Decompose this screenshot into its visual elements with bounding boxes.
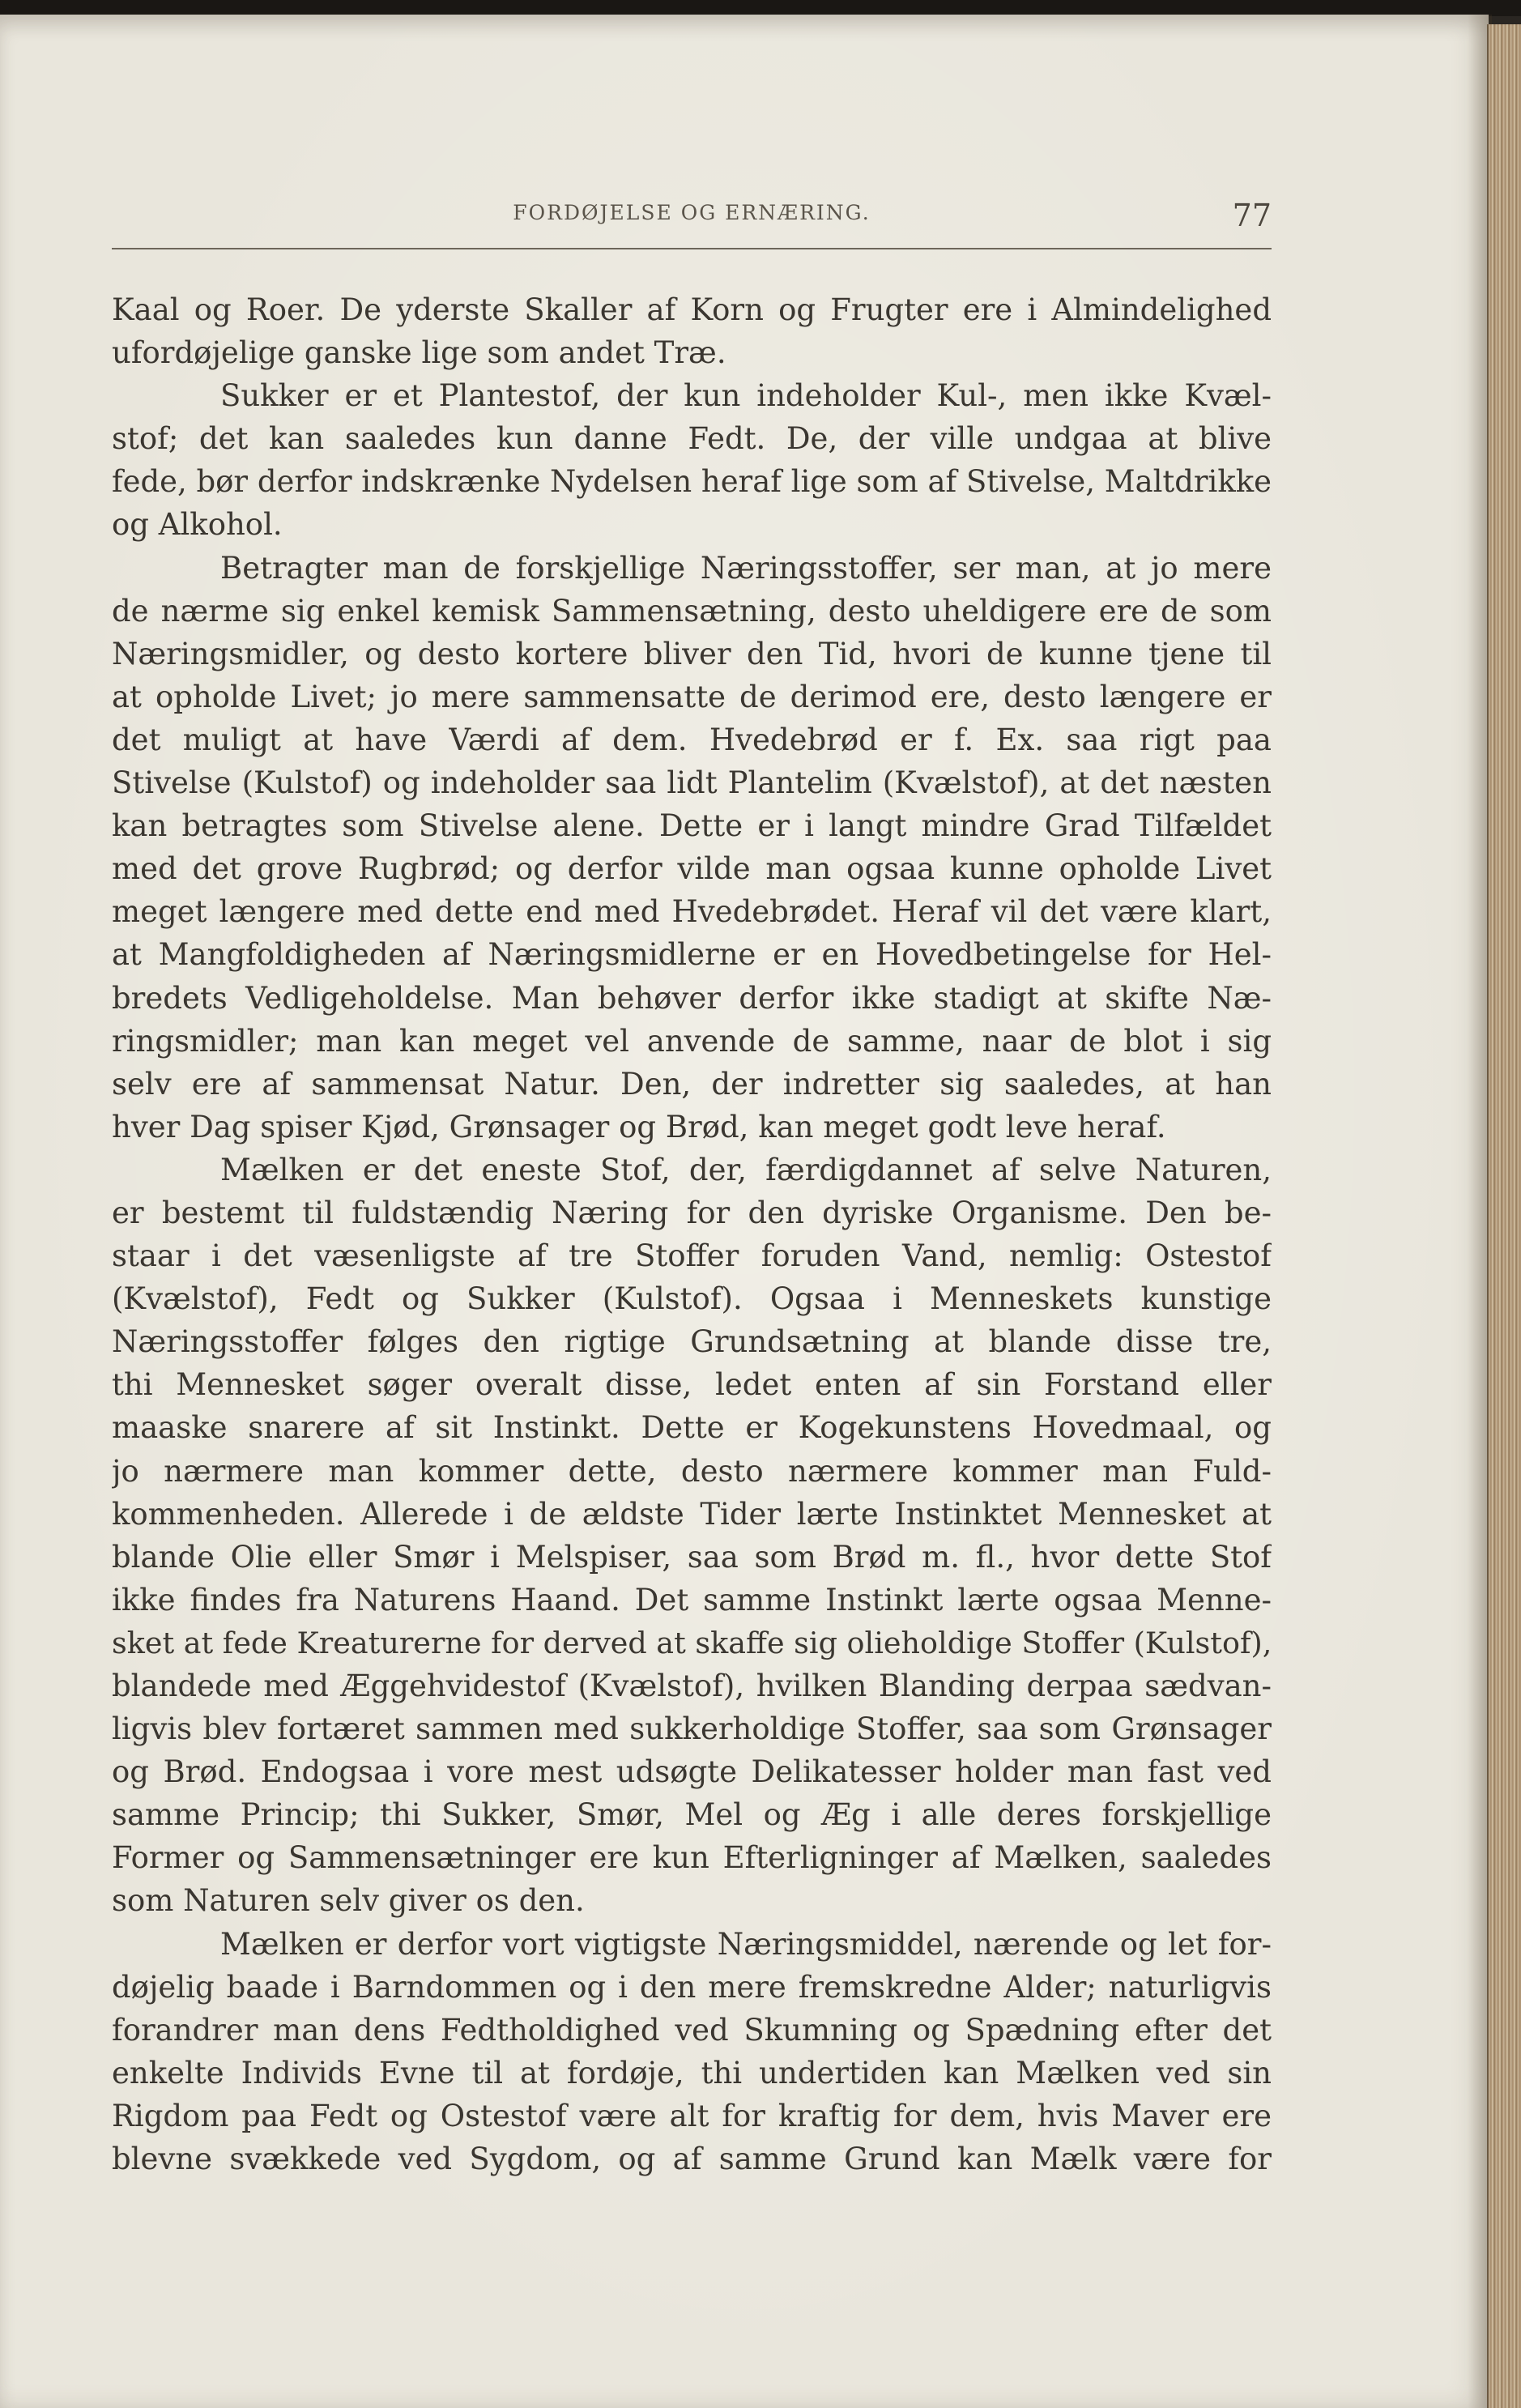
text-line: ufordøjelige ganske lige som andet Træ.	[112, 335, 726, 371]
text-line: Næringsmidler, og desto kortere bliver den Tid, hvori de kunne tjene til	[112, 636, 1272, 671]
header-rule	[112, 248, 1272, 249]
text-line: maaske snarere af sit Instinkt. Dette er Kogekunstens Hovedmaal, og	[112, 1410, 1272, 1446]
text-line: selv ere af sammensat Natur. Den, der indretter sig saaledes, at han	[112, 1066, 1272, 1102]
text-line: Mælken er det eneste Stof, der, færdigdannet af selve Naturen,	[220, 1152, 1272, 1187]
text-line: som Naturen selv giver os den.	[112, 1883, 585, 1919]
text-line: med det grove Rugbrød; og derfor vilde man ogsaa kunne opholde Livet	[112, 851, 1272, 887]
text-line: thi Mennesket søger overalt disse, ledet enten af sin Forstand eller	[112, 1367, 1272, 1403]
text-line: Mælken er derfor vort vigtigste Næringsmiddel, nærende og let for-	[220, 1926, 1272, 1962]
text-line: Næringsstoffer følges den rigtige Grundsætning at blande disse tre,	[112, 1324, 1272, 1360]
text-line: hver Dag spiser Kjød, Grønsager og Brød, kan meget godt leve heraf.	[112, 1109, 1166, 1144]
running-header	[112, 198, 1272, 246]
text-line: blevne svækkede ved Sygdom, og af samme Grund kan Mælk være for	[112, 2142, 1272, 2177]
text-line: at Mangfoldigheden af Næringsmidlerne er en Hovedbetingelse for Hel-	[112, 937, 1272, 973]
text-line: ikke findes fra Naturens Haand. Det samme Instinkt lærte ogsaa Menne-	[112, 1582, 1272, 1617]
text-line: enkelte Individs Evne til at fordøje, thi undertiden kan Mælken ved sin	[112, 2055, 1272, 2090]
text-line: forandrer man dens Fedtholdighed ved Skumning og Spædning efter det	[112, 2012, 1272, 2048]
text-line: staar i det væsenligste af tre Stoffer foruden Vand, nemlig: Ostestof	[112, 1238, 1272, 1274]
text-line: blandede med Æggehvidestof (Kvælstof), hvilken Blanding derpaa sædvan-	[112, 1669, 1272, 1703]
text-line: Betragter man de forskjellige Næringsstoffer, ser man, at jo mere	[220, 550, 1272, 586]
text-line: Stivelse (Kulstof) og indeholder saa lidt Plantelim (Kvælstof), at det næsten	[112, 765, 1272, 801]
text-line: Rigdom paa Fedt og Ostestof være alt for kraftig for dem, hvis Maver ere	[112, 2098, 1272, 2133]
text-line: Sukker er et Plantestof, der kun indeholder Kul-, men ikke Kvæl-	[220, 378, 1272, 414]
text-line: det muligt at have Værdi af dem. Hvedebrød er f. Ex. saa rigt paa	[112, 722, 1272, 757]
text-line: kan betragtes som Stivelse alene. Dette er i langt mindre Grad Tilfældet	[112, 808, 1272, 844]
text-line: kommenheden. Allerede i de ældste Tider lærte Instinktet Mennesket at	[112, 1496, 1272, 1532]
page-edges	[1487, 24, 1521, 2408]
running-title: FORDØJELSE OG ERNÆRING.	[513, 201, 871, 224]
text-line: ringsmidler; man kan meget vel anvende de samme, naar de blot i sig	[112, 1023, 1272, 1059]
text-line: bredets Vedligeholdelse. Man behøver derfor ikke stadigt at skifte Næ-	[112, 980, 1272, 1016]
body-text	[112, 288, 1272, 2180]
text-line: sket at fede Kreaturerne for derved at skaffe sig olieholdige Stoffer (Kulstof),	[112, 1625, 1272, 1660]
book-top-edge	[0, 0, 1521, 16]
text-line: og Alkohol.	[112, 507, 283, 543]
text-line: (Kvælstof), Fedt og Sukker (Kulstof). Ogsaa i Menneskets kunstige	[112, 1281, 1272, 1317]
text-line: at opholde Livet; jo mere sammensatte de derimod ere, desto længere er	[112, 679, 1272, 714]
text-line: samme Princip; thi Sukker, Smør, Mel og Æg i alle deres forskjellige	[112, 1797, 1272, 1833]
text-line: og Brød. Endogsaa i vore mest udsøgte Delikatesser holder man fast ved	[112, 1754, 1272, 1790]
text-line: ligvis blev fortæret sammen med sukkerholdige Stoffer, saa som Grønsager	[112, 1711, 1272, 1747]
text-line: blande Olie eller Smør i Melspiser, saa som Brød m. fl., hvor dette Stof	[112, 1539, 1272, 1575]
text-line: stof; det kan saaledes kun danne Fedt. De, der ville undgaa at blive	[112, 421, 1272, 457]
text-line: meget længere med dette end med Hvedebrødet. Heraf vil det være klart,	[112, 894, 1272, 930]
text-line: Kaal og Roer. De yderste Skaller af Korn og Frugter ere i Almindelighed	[112, 292, 1272, 327]
text-line: er bestemt til fuldstændig Næring for den dyriske Organisme. Den be-	[112, 1195, 1272, 1230]
page-number: 77	[1232, 198, 1272, 233]
text-line: de nærme sig enkel kemisk Sammensætning, desto uheldigere ere de som	[112, 593, 1272, 629]
text-line: døjelig baade i Barndommen og i den mere fremskredne Alder; naturligvis	[112, 1969, 1272, 2005]
text-line: jo nærmere man kommer dette, desto nærmere kommer man Fuld-	[112, 1453, 1272, 1489]
text-line: Former og Sammensætninger ere kun Efterligninger af Mælken, saaledes	[112, 1840, 1272, 1876]
text-line: fede, bør derfor indskrænke Nydelsen heraf lige som af Stivelse, Maltdrikke	[112, 464, 1272, 500]
